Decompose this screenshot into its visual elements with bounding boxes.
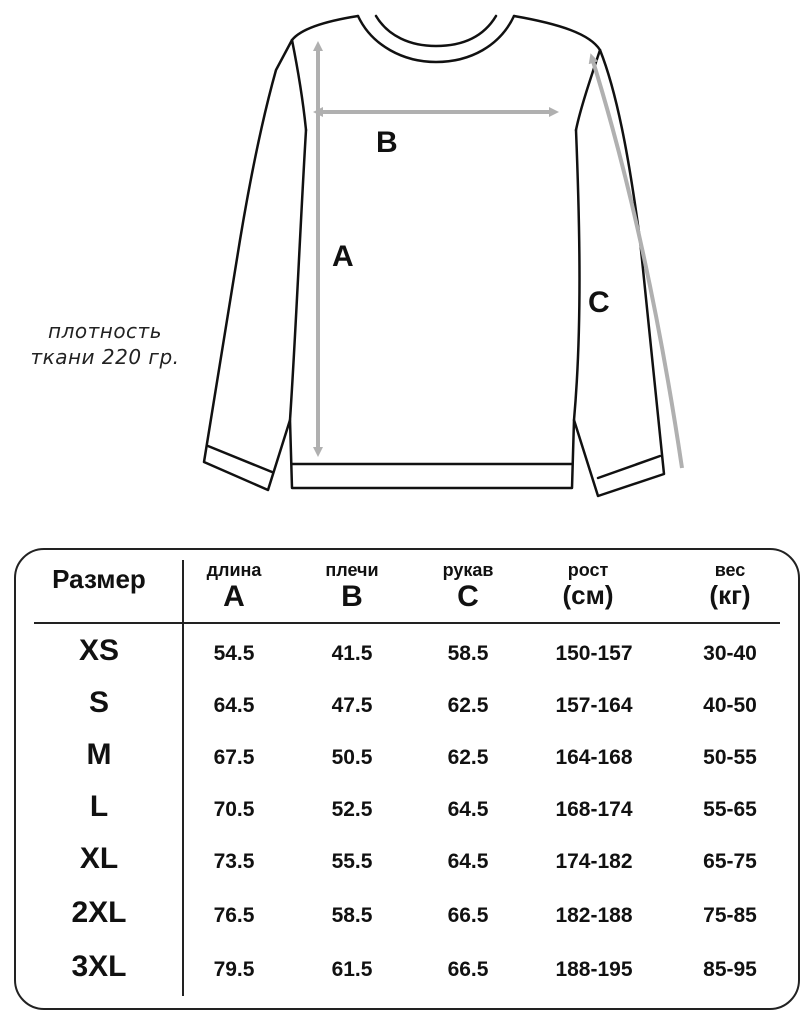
value-cell: 188-195 <box>555 958 633 981</box>
value-cell: 41.5 <box>331 642 373 665</box>
size-cell: S <box>88 686 109 719</box>
column-header-top: вес <box>714 560 746 580</box>
label-a: A <box>332 240 354 273</box>
column-header <box>408 560 528 614</box>
sleeve-arrow <box>592 58 682 468</box>
value-cell: 157-164 <box>555 694 633 717</box>
density-line-2: ткани 220 гр. <box>30 345 180 369</box>
value-cell: 75-85 <box>703 904 757 927</box>
value-cell: 85-95 <box>703 958 757 981</box>
value-cell: 58.5 <box>331 904 373 927</box>
column-header <box>174 560 294 614</box>
column-header-top: рукав <box>442 560 494 580</box>
column-header-bottom: C <box>457 580 479 613</box>
value-cell: 182-188 <box>555 904 633 927</box>
size-cell: XS <box>78 634 120 667</box>
value-cell: 65-75 <box>703 850 757 873</box>
size-cell: XL <box>79 842 119 875</box>
value-cell: 62.5 <box>447 746 489 769</box>
value-cell: 79.5 <box>213 958 255 981</box>
size-chart-table <box>14 548 800 1010</box>
value-cell: 76.5 <box>213 904 255 927</box>
value-cell: 164-168 <box>555 746 633 769</box>
column-header-bottom: (кг) <box>709 580 751 610</box>
column-header <box>292 560 412 614</box>
value-cell: 64.5 <box>447 850 489 873</box>
column-header-top: длина <box>206 560 262 580</box>
table-row <box>16 790 802 842</box>
value-cell: 47.5 <box>331 694 373 717</box>
value-cell: 64.5 <box>447 798 489 821</box>
table-row <box>16 634 802 686</box>
size-cell: 3XL <box>71 950 127 983</box>
table-row <box>16 896 802 948</box>
value-cell: 30-40 <box>703 642 757 665</box>
column-header-bottom: (см) <box>562 580 614 610</box>
column-header <box>528 560 648 610</box>
value-cell: 66.5 <box>447 958 489 981</box>
value-cell: 64.5 <box>213 694 255 717</box>
value-cell: 50-55 <box>703 746 757 769</box>
size-cell: M <box>86 738 112 771</box>
size-cell: 2XL <box>71 896 127 929</box>
value-cell: 70.5 <box>213 798 255 821</box>
value-cell: 55-65 <box>703 798 757 821</box>
size-column-header: Размер <box>52 564 146 594</box>
value-cell: 55.5 <box>331 850 373 873</box>
header-divider <box>34 622 780 624</box>
value-cell: 58.5 <box>447 642 489 665</box>
value-cell: 40-50 <box>703 694 757 717</box>
value-cell: 61.5 <box>331 958 373 981</box>
label-b: B <box>376 126 398 159</box>
fabric-density-note <box>10 318 200 370</box>
column-header-top: рост <box>567 560 609 580</box>
table-row <box>16 950 802 1002</box>
table-row <box>16 738 802 790</box>
value-cell: 150-157 <box>555 642 633 665</box>
value-cell: 73.5 <box>213 850 255 873</box>
density-line-1: плотность <box>48 319 162 343</box>
value-cell: 67.5 <box>213 746 255 769</box>
column-header <box>670 560 790 610</box>
value-cell: 50.5 <box>331 746 373 769</box>
column-header-bottom: A <box>223 580 245 613</box>
sweatshirt-outline <box>204 16 664 496</box>
value-cell: 54.5 <box>213 642 255 665</box>
value-cell: 66.5 <box>447 904 489 927</box>
value-cell: 62.5 <box>447 694 489 717</box>
size-cell: L <box>89 790 109 823</box>
value-cell: 52.5 <box>331 798 373 821</box>
label-c: C <box>588 286 610 319</box>
table-row <box>16 842 802 894</box>
value-cell: 174-182 <box>555 850 633 873</box>
column-header-bottom: B <box>341 580 363 613</box>
column-header-top: плечи <box>325 560 379 580</box>
table-row <box>16 686 802 738</box>
value-cell: 168-174 <box>555 798 633 821</box>
